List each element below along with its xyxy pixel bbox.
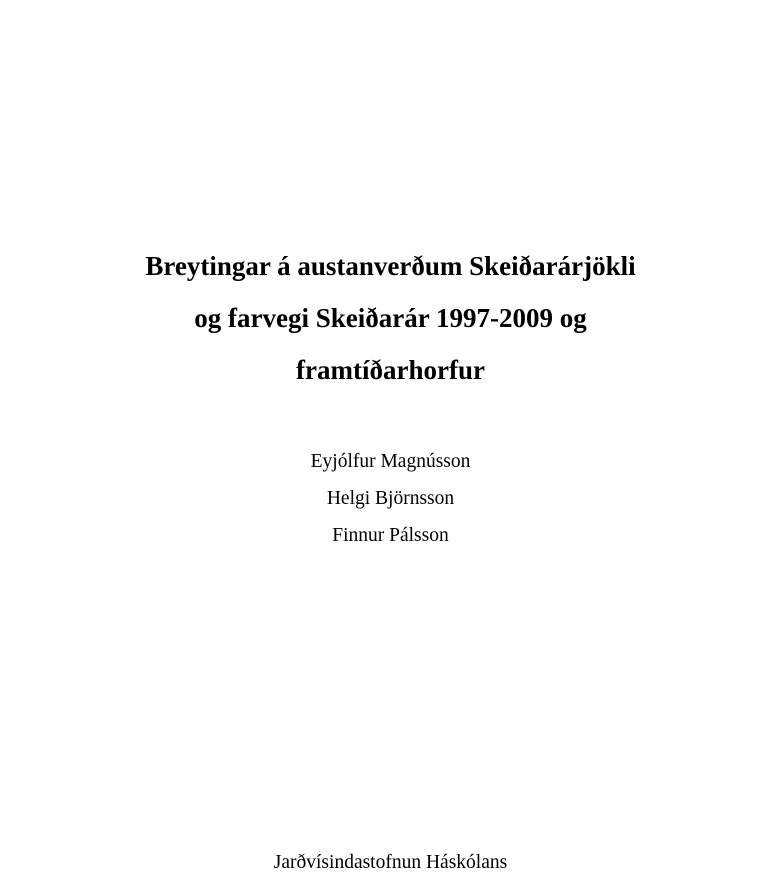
title-line-2: og farvegi Skeiðarár 1997-2009 og <box>194 303 587 333</box>
institution-name: Jarðvísindastofnun Háskólans <box>273 852 508 873</box>
author-list <box>0 443 781 554</box>
title-line-3: framtíðarhorfur <box>296 355 485 385</box>
report-title <box>0 240 781 396</box>
author-name: Eyjólfur Magnússon <box>310 451 471 472</box>
title-line-1: Breytingar á austanverðum Skeiðarárjökli <box>145 251 636 281</box>
author-name: Helgi Björnsson <box>326 488 455 509</box>
author-name: Finnur Pálsson <box>332 525 449 546</box>
